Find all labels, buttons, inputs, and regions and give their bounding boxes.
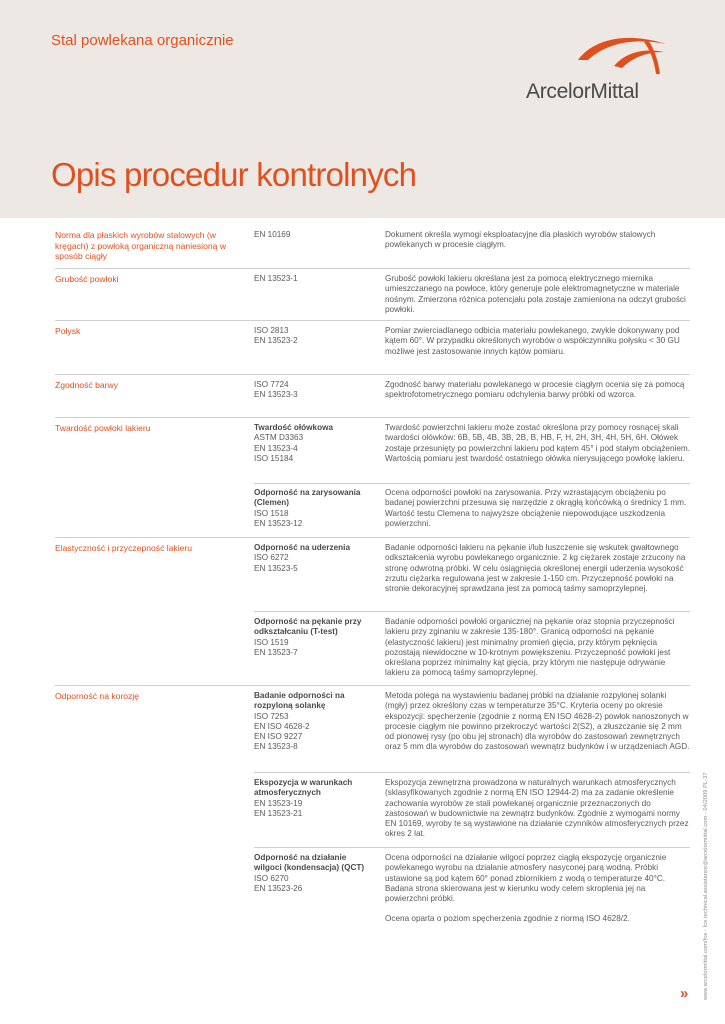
row-standards [254, 274, 376, 284]
standard-code: ISO 6270 [254, 873, 289, 883]
row-divider [55, 320, 690, 321]
row-divider [55, 374, 690, 375]
row-standards [254, 617, 376, 658]
row-standards [254, 423, 376, 464]
row-standards [254, 488, 376, 529]
row-description: Zgodność barwy materiału powlekanego w procesie ciągłym ocenia się za pomocą spektrofotometrycznego pomiaru odchylenia barwy próbki od wzorca. [385, 380, 685, 400]
row-standards [254, 230, 376, 240]
row-description: Pomiar zwierciadlanego odbicia materiału powlekanego, zwykle dokonywany pod kątem 60°. W przypadku określonych wyrobów o współczynniku połysku < 30 GU możliwe jest zastosowanie innych kątów pomiaru. [385, 326, 680, 356]
standard-code: EN 13523-26 [254, 883, 303, 893]
logo-swoosh-icon [574, 30, 670, 76]
row-standards [254, 778, 376, 819]
description-paragraph: Ocena oparta o poziom spęcherzenia zgodnie z normą ISO 4628/2. [385, 914, 630, 924]
next-page-arrows: » [680, 985, 688, 1002]
row-divider [55, 268, 690, 269]
standard-code: ISO 7253 [254, 711, 289, 721]
row-label: Twardość powłoki lakieru [55, 423, 151, 433]
standard-code: ISO 15184 [254, 453, 294, 463]
row-description: Metoda polega na wystawieniu badanej próbki na działanie rozpylonej solanki (mgły) przez określony czas w temperaturze 35°C. Kryteria oceny po okresie ekspozycji: spęcherzenie (zgodnie z normą EN ISO 4628-2) powłok nanoszonych w procesie ciągłym nie powinno przekroczyć wartości 2(S2), a złuszczanie się 2 mm od pionowej rysy (po obu jej stronach) dla wyrobów do zastosowań zewnętrznych oraz 5 mm dla wyrobów do zastosowań wewnątrz budynków i w urządzeniach AGD. [385, 691, 690, 752]
description-paragraph: Ocena odporności na działanie wilgoci poprzez ciągłą ekspozycję organicznie powlekanego wyrobu na działanie atmosfery nasyconej parą wodną. Próbki ustawione są pod kątem 60° ponad zbiornikiem z wodą o temperaturze 40°C. Badana strona skierowana jest w kierunku wody celem skroplenia jej na powierzchni próbki. [385, 853, 667, 904]
test-name: Odporność na działanie wilgoci (kondensacja) (QCT) [254, 853, 365, 873]
row-standards [254, 380, 376, 401]
standard-code: EN ISO 4628-2 [254, 721, 310, 731]
row-divider [254, 847, 690, 848]
document-subtitle: Stal powlekana organicznie [51, 32, 234, 49]
row-label: Połysk [55, 326, 81, 336]
standard-code: ISO 2813 [254, 326, 289, 335]
row-label: Elastyczność i przyczepność lakieru [55, 543, 193, 553]
test-name: Odporność na zarysowania (Clemen) [254, 488, 361, 508]
row-label: Zgodność barwy [55, 380, 119, 390]
test-name: Odporność na pękanie przy odkształcaniu (T-test) [254, 617, 362, 637]
row-description [385, 853, 690, 925]
standard-code: EN 13523-1 [254, 274, 298, 283]
row-description: Badanie odporności lakieru na pękanie i/lub łuszczenie się wskutek gwałtownego odkształcenia wyrobu powlekanego organicznie. 2 kg ciężarek zostaje zrzucony na stronę odwrotną próbki. W celu osiągnięcia określonej energii uderzenia wysokość zrzutu ciężarka regulowana jest w zakresie 1-150 cm. Przyczepność powłoki na stronie dekoracyjnej sprawdzana jest za pomocą taśmy samoprzylepnej. [385, 543, 686, 594]
footer-side-text: www.arcelormittal.com/fce - fce.technical.assistance@arcelormittal.com - 04/2009 PL-37 [703, 772, 709, 1000]
standard-code: EN 13523-19 [254, 798, 303, 808]
row-label: Norma dla płaskich wyrobów stalowych (w kręgach) z powłoką organiczną naniesioną w sposób ciągły [55, 230, 227, 262]
arcelormittal-logo [522, 30, 672, 110]
standard-code: EN 10169 [254, 230, 291, 239]
standard-code: EN 13523-2 [254, 336, 298, 346]
standard-code: EN ISO 9227 [254, 732, 303, 742]
row-divider [254, 483, 690, 484]
row-label: Grubość powłoki [55, 274, 119, 284]
row-description: Ocena odporności powłoki na zarysowania. Przy wzrastającym obciążeniu po badanej powierzchni przesuwa się narzędzie z okrągłą końcówką o średnicy 1 mm. Wartość testu Clemena to najwyższe obciążenie niepowodujące uszkodzenia powierzchni. [385, 488, 687, 528]
standard-code: EN 13523-12 [254, 518, 303, 528]
standard-code: EN 13523-4 [254, 443, 298, 453]
row-divider [55, 685, 690, 686]
standard-code: ASTM D3363 [254, 433, 304, 443]
test-name: Badanie odporności na rozpyloną solankę [254, 691, 345, 711]
standard-code: EN 13523-8 [254, 742, 298, 752]
standard-code: ISO 1519 [254, 637, 289, 647]
row-description: Dokument określa wymogi eksploatacyjne dla płaskich wyrobów stalowych powlekanych w procesie ciągłym. [385, 230, 656, 250]
row-standards [254, 691, 376, 753]
row-description: Twardość powierzchni lakieru może zostać określona przy pomocy rosnącej skali twardości ołówków: 6B, 5B, 4B, 3B, 2B, B, HB, F, H, 2H, 3H, 4H, 5H, 6H. Ołówek zostaje przesunięty po powierzchni lakieru pod kątem 45° i pod stałym obciążeniem. Wartością pomiaru jest twardość ostatniego ołówka nierysującego powłokę lakieru. [385, 423, 691, 463]
logo-wordmark: ArcelorMittal [526, 80, 639, 103]
standard-code: EN 13523-3 [254, 390, 298, 400]
row-description: Grubość powłoki lakieru określana jest za pomocą elektrycznego miernika umieszczanego na powłoce, który generuje pole elektromagnetyczne w materiale nośnym. Zmierzona różnica potencjału pola zostaje zamieniona na odczyt grubości powłoki. [385, 274, 686, 314]
header-band [0, 0, 725, 218]
standard-code: EN 13523-7 [254, 647, 298, 657]
row-standards [254, 543, 376, 574]
page-title: Opis procedur kontrolnych [51, 156, 417, 193]
standard-code: EN 13523-21 [254, 808, 303, 818]
test-name: Odporność na uderzenia [254, 543, 350, 552]
row-description: Badanie odporności powłoki organicznej na pękanie oraz stopnia przyczepności lakieru przy zginaniu w zakresie 135-180°. Granicą odporności na pękanie (elastyczność lakieru) jest minimalny promień gięcia, przy którym pęknięcia pozostają niewidoczne w 10-krotnym powiększeniu. Przyczepność powłoki jest określana poprzez minimalny kąt gięcia, przy którym nie następuje odrywanie lakieru za pomocą taśmy samoprzylepnej. [385, 617, 675, 678]
standard-code: EN 13523-5 [254, 563, 298, 573]
row-label: Odporność na korozję [55, 691, 140, 701]
standard-code: ISO 6272 [254, 553, 289, 563]
test-name: Ekspozycja w warunkach atmosferycznych [254, 778, 353, 798]
row-divider [55, 537, 690, 538]
standard-code: ISO 1518 [254, 508, 289, 518]
row-description: Ekspozycja zewnętrzna prowadzona w naturalnych warunkach atmosferycznych (sklasyfikowanych zgodnie z normą EN ISO 12944-2) ma za zadanie określenie zachowania wyrobów ze stali powlekanej organicznie przeznaczonych do zastosowań w budownictwie na zewnątrz budynków. Zgodnie z wymogami normy EN 10169, wyroby te są wystawione na działanie czynników atmosferycznych przez okres 2 lat. [385, 778, 689, 839]
row-divider [254, 611, 690, 612]
test-name: Twardość ołówkowa [254, 423, 334, 432]
row-standards [254, 326, 376, 347]
row-divider [55, 417, 690, 418]
row-divider [254, 772, 690, 773]
standard-code: ISO 7724 [254, 380, 289, 389]
row-standards [254, 853, 376, 894]
